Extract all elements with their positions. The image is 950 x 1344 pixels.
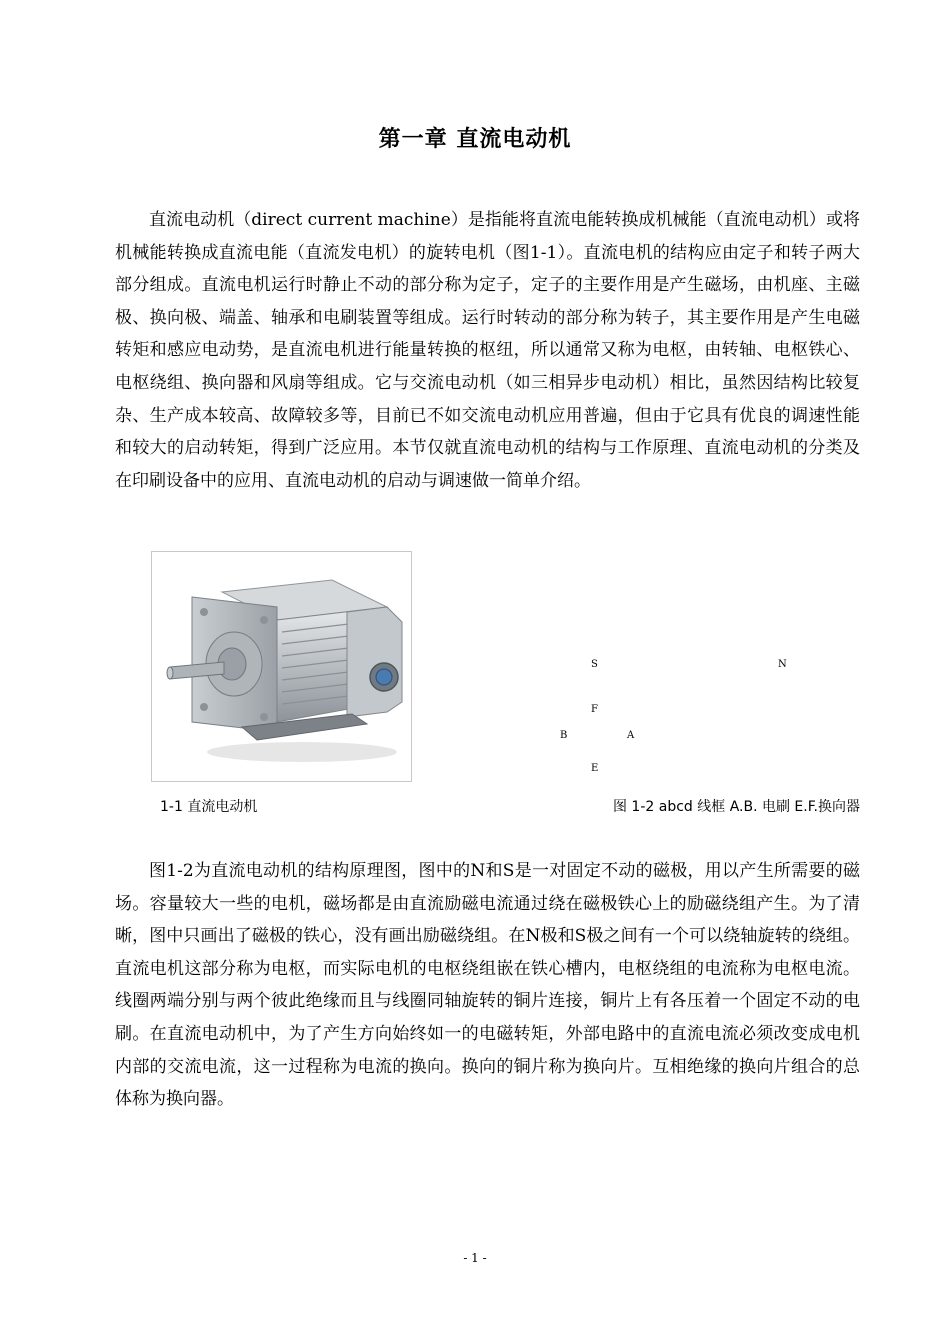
diagram-label-n: N xyxy=(778,659,787,670)
diagram-label-s: S xyxy=(591,659,598,670)
diagram-label-e: E xyxy=(591,763,599,774)
diagram-label-a: A xyxy=(627,730,635,741)
motor-photo xyxy=(151,551,412,782)
page-number: - 1 - xyxy=(463,1251,487,1265)
body-paragraph-2: 图1-2为直流电动机的结构原理图，图中的N和S是一对固定不动的磁极，用以产生所需要的磁场。容量较大一些的电机，磁场都是由直流励磁电流通过绕在磁极铁心上的励磁绕组产生。为了清晰，图中只画出了磁极的铁心，没有画出励磁绕组。在N极和S极之间有一个可以绕轴旋转的绕组。直流电机这部分称为电枢，而实际电机的电枢绕组嵌在铁心槽内，电枢绕组的电流称为电枢电流。线圈两端分别与两个彼此绝缘而且与线圈同轴旋转的铜片连接，铜片上有各压着一个固定不动的电刷。在直流电动机中，为了产生方向始终如一的电磁转矩，外部电路中的直流电流必须改变成电机内部的交流电流，这一过程称为电流的换向。换向的铜片称为换向片。互相绝缘的换向片组合的总体称为换向器。 xyxy=(115,861,860,1110)
figure-2-caption: 图 1-2 abcd 线框 A.B. 电刷 E.F.换向器 xyxy=(612,799,860,815)
body-paragraph-1: 直流电动机（direct current machine）是指能将直流电能转换成机械能（直流电动机）或将机械能转换成直流电能（直流发电机）的旋转电机（图1-1）。直流电机的结构应由定子和转子两大部分组成。直流电机运行时静止不动的部分称为定子，定子的主要作用是产生磁场，由机座、主磁极、换向极、端盖、轴承和电刷装置等组成。运行时转动的部分称为转子，其主要作用是产生电磁转矩和感应电动势，是直流电机进行能量转换的枢纽，所以通常又称为电枢，由转轴、电枢铁心、电枢绕组、换向器和风扇等组成。它与交流电动机（如三相异步电动机）相比，虽然因结构比较复杂、生产成本较高、故障较多等，目前已不如交流电动机应用普遍，但由于它具有优良的调速性能和较大的启动转矩，得到广泛应用。本节仅就直流电动机的结构与工作原理、直流电动机的分类及在印刷设备中的应用、直流电动机的启动与调速做一简单介绍。 xyxy=(115,210,860,491)
figure-1-caption: 1-1 直流电动机 xyxy=(160,799,258,815)
diagram-label-f: F xyxy=(591,704,598,715)
page-title: 第一章 直流电动机 xyxy=(378,127,572,152)
diagram-label-b: B xyxy=(560,730,568,741)
